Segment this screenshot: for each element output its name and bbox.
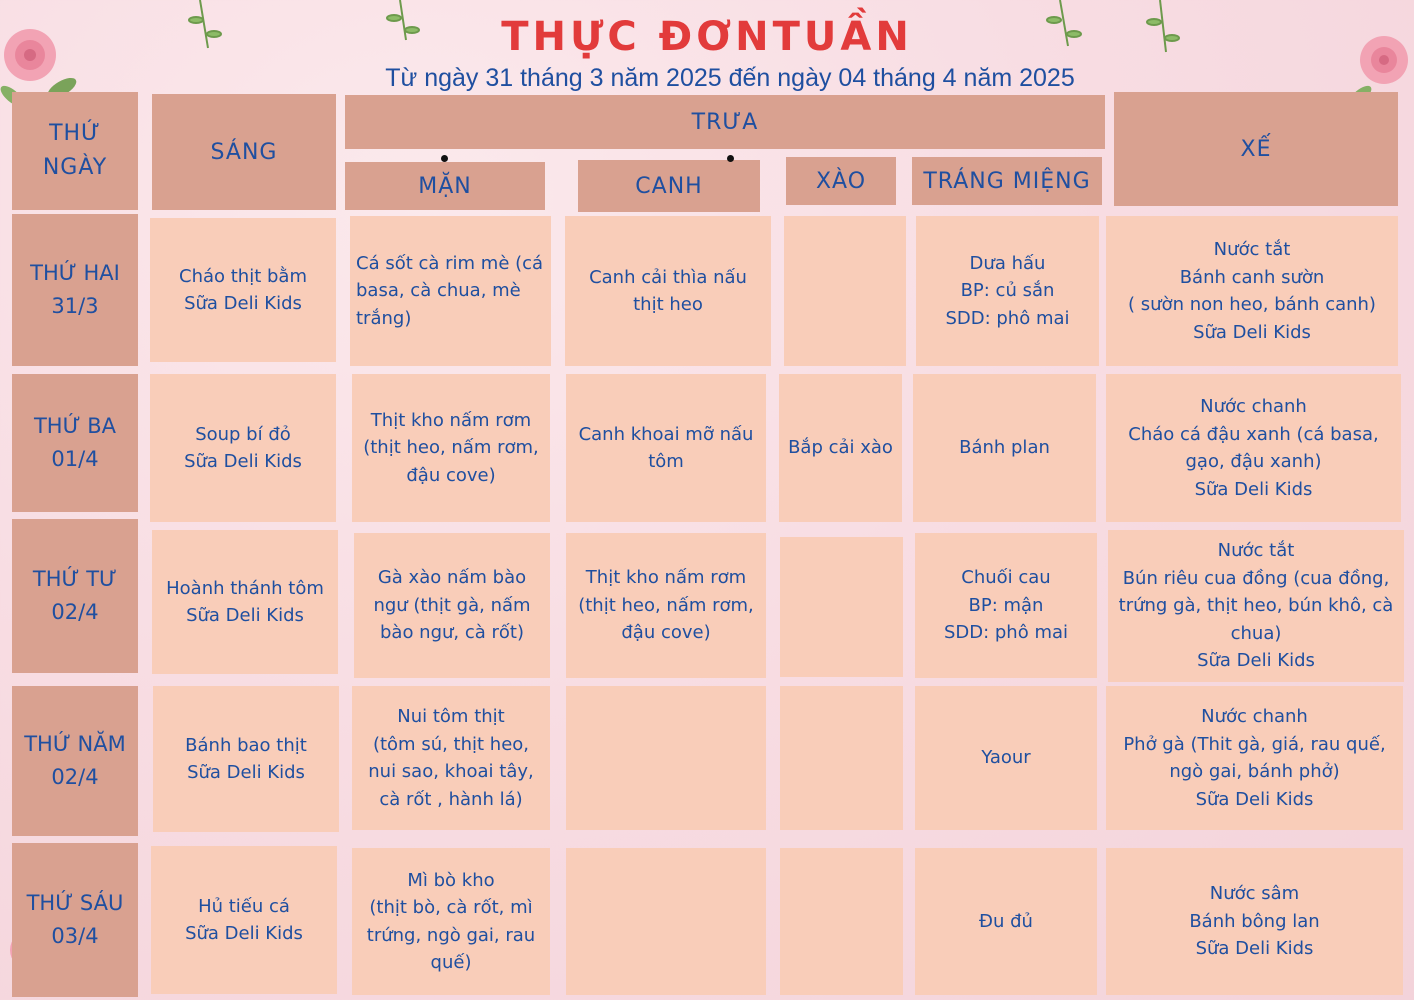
day-date: 01/4	[51, 447, 99, 471]
menu-cell-xe: Nước chanh Cháo cá đậu xanh (cá basa, gạo, đậu xanh) Sữa Deli Kids	[1106, 374, 1401, 522]
menu-cell-sang: Soup bí đỏ Sữa Deli Kids	[150, 374, 336, 522]
header-day-line1: THỨ	[49, 121, 101, 146]
header-trang-mieng: TRÁNG MIỆNG	[912, 157, 1102, 205]
menu-cell-sang: Bánh bao thịt Sữa Deli Kids	[153, 686, 339, 832]
day-label	[12, 843, 138, 997]
page-subtitle: Từ ngày 31 tháng 3 năm 2025 đến ngày 04 tháng 4 năm 2025	[385, 64, 1075, 92]
menu-cell-xe: Nước chanh Phở gà (Thit gà, giá, rau quế, ngò gai, bánh phở) Sữa Deli Kids	[1106, 686, 1403, 830]
header-man: MẶN	[345, 162, 545, 210]
day-name: THỨ HAI	[30, 261, 120, 285]
day-label	[12, 519, 138, 673]
menu-cell-xao	[780, 537, 903, 677]
header-xe: XẾ	[1114, 92, 1398, 206]
menu-cell-man: Nui tôm thịt (tôm sú, thịt heo, nui sao, khoai tây, cà rốt , hành lá)	[352, 686, 550, 830]
menu-cell-trang-mieng: Dưa hấu BP: củ sắn SDD: phô mai	[916, 216, 1099, 366]
day-label	[12, 374, 138, 512]
menu-cell-trang-mieng: Chuối cau BP: mận SDD: phô mai	[915, 533, 1097, 678]
menu-cell-man: Cá sốt cà rim mè (cá basa, cà chua, mè trắng)	[350, 216, 551, 366]
menu-cell-xao	[780, 848, 903, 995]
menu-cell-xe: Nước tắt Bún riêu cua đồng (cua đồng, trứng gà, thịt heo, bún khô, cà chua) Sữa Deli Kids	[1108, 530, 1404, 682]
header-day	[12, 92, 138, 210]
menu-cell-xe: Nước tắt Bánh canh sườn ( sườn non heo, bánh canh) Sữa Deli Kids	[1106, 216, 1398, 366]
day-label	[12, 686, 138, 836]
header-xao: XÀO	[786, 157, 896, 205]
menu-cell-trang-mieng: Yaour	[915, 686, 1097, 830]
header-trua: TRƯA	[345, 95, 1105, 149]
day-date: 02/4	[51, 600, 99, 624]
menu-cell-trang-mieng: Bánh plan	[913, 374, 1096, 522]
menu-cell-canh: Thịt kho nấm rơm (thịt heo, nấm rơm, đậu cove)	[566, 533, 766, 678]
header-sang: SÁNG	[152, 94, 336, 210]
header-day-line2: NGÀY	[42, 155, 108, 180]
day-name: THỨ BA	[33, 414, 117, 438]
day-label	[12, 214, 138, 366]
menu-cell-canh	[566, 686, 766, 830]
menu-cell-xao	[780, 686, 903, 830]
menu-cell-sang: Hoành thánh tôm Sữa Deli Kids	[152, 530, 338, 674]
stray-dot	[441, 155, 448, 162]
menu-cell-canh	[566, 848, 766, 995]
menu-cell-xe: Nước sâm Bánh bông lan Sữa Deli Kids	[1106, 848, 1403, 995]
day-name: THỨ TƯ	[32, 567, 118, 591]
menu-cell-xao	[784, 216, 906, 366]
menu-cell-trang-mieng: Đu đủ	[915, 848, 1097, 995]
stray-dot	[727, 155, 734, 162]
menu-cell-man: Mì bò kho (thịt bò, cà rốt, mì trứng, ngò gai, rau quế)	[352, 848, 550, 995]
menu-cell-man: Thịt kho nấm rơm (thịt heo, nấm rơm, đậu cove)	[352, 374, 550, 522]
menu-cell-canh: Canh cải thìa nấu thịt heo	[565, 216, 771, 366]
menu-cell-sang: Cháo thịt bằm Sữa Deli Kids	[150, 218, 336, 362]
day-date: 02/4	[51, 765, 99, 789]
menu-cell-canh: Canh khoai mỡ nấu tôm	[566, 374, 766, 522]
menu-cell-man: Gà xào nấm bào ngư (thịt gà, nấm bào ngư, cà rốt)	[354, 533, 550, 678]
day-date: 03/4	[51, 924, 99, 948]
page-title: THỰC ĐƠNTUẦN	[501, 14, 913, 60]
menu-cell-xao: Bắp cải xào	[779, 374, 902, 522]
day-date: 31/3	[51, 294, 99, 318]
day-name: THỨ SÁU	[26, 891, 124, 915]
day-name: THỨ NĂM	[24, 732, 126, 756]
menu-cell-sang: Hủ tiếu cá Sữa Deli Kids	[151, 846, 337, 994]
header-canh: CANH	[578, 160, 760, 212]
